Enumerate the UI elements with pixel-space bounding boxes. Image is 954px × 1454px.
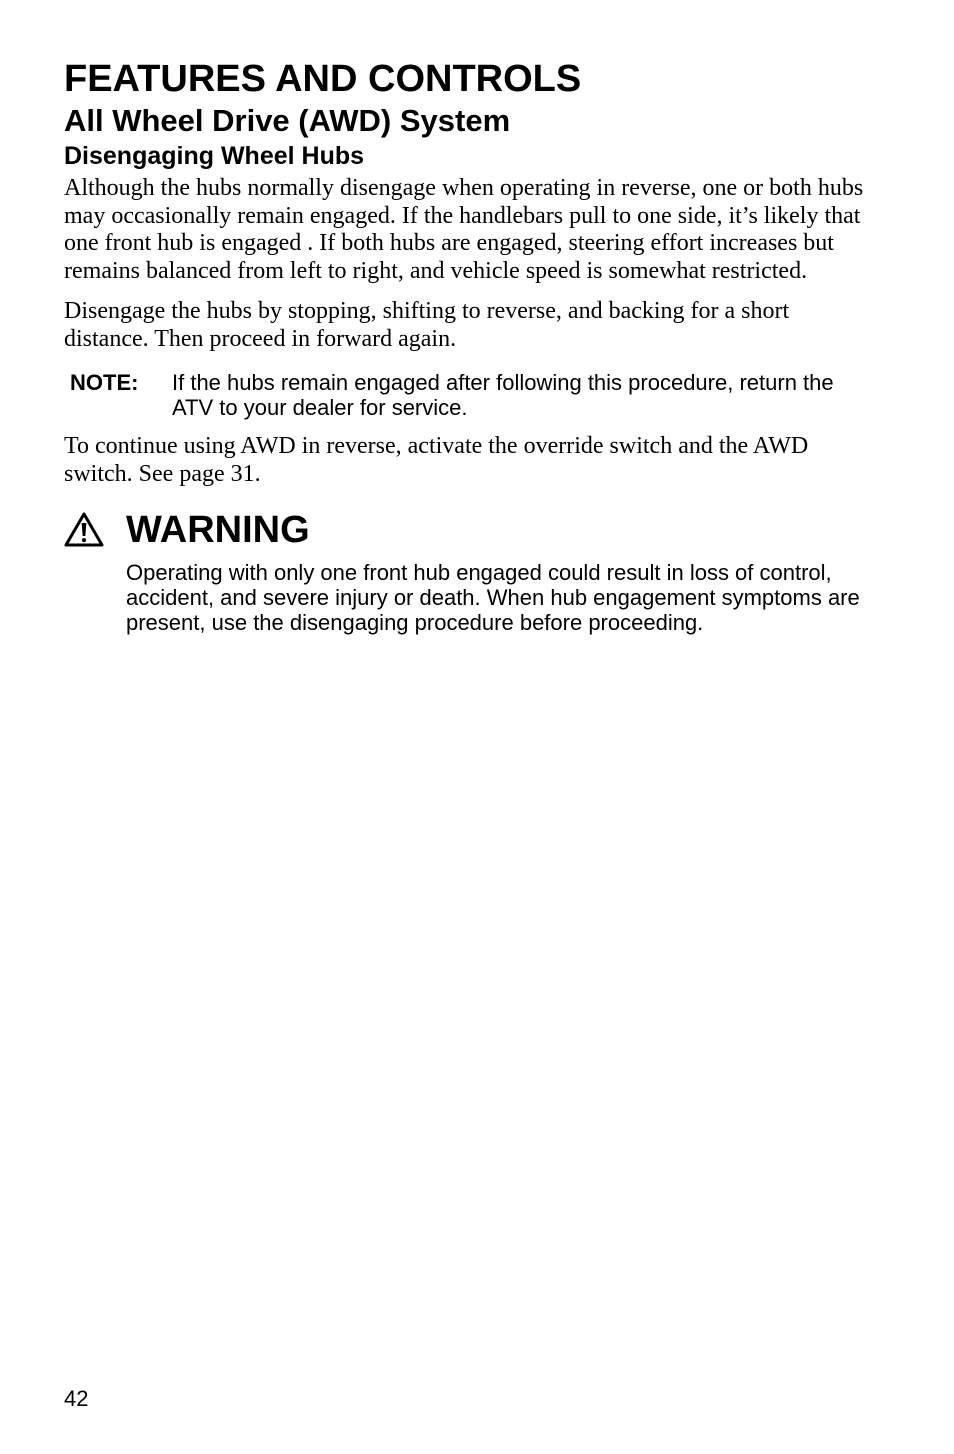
- warning-triangle-icon: [64, 512, 104, 548]
- section-title: FEATURES AND CONTROLS: [64, 58, 582, 100]
- warning-text: Operating with only one front hub engaged could result in loss of control, accident, and severe injury or death. When hub engagement symptoms are present, use the disengaging procedure before proceeding.: [126, 560, 860, 635]
- note-text: If the hubs remain engaged after following this procedure, return the ATV to your dealer for service.: [172, 370, 834, 420]
- page-content: [64, 56, 864, 635]
- warning-header: [64, 508, 864, 552]
- paragraph-disengage-procedure: Disengage the hubs by stopping, shifting to reverse, and backing for a short distance. Then proceed in forward again.: [64, 298, 790, 352]
- note-label: NOTE:: [70, 370, 139, 395]
- paragraph-awd-reverse: To continue using AWD in reverse, activate the override switch and the AWD switch. See page 31.: [64, 433, 809, 487]
- paragraph-hub-symptoms: Although the hubs normally disengage when operating in reverse, one or both hubs may occasionally remain engaged. If the handlebars pull to one side, it’s likely that one front hub is engaged . If both hubs are engaged, steering effort increases but remains balanced from left to right, and vehicle speed is somewhat restricted.: [64, 175, 864, 284]
- note-block: [64, 370, 864, 420]
- warning-title: WARNING: [126, 509, 310, 551]
- page-number: 42: [64, 1386, 89, 1411]
- subsection-title: All Wheel Drive (AWD) System: [64, 103, 511, 138]
- topic-title: Disengaging Wheel Hubs: [64, 142, 365, 170]
